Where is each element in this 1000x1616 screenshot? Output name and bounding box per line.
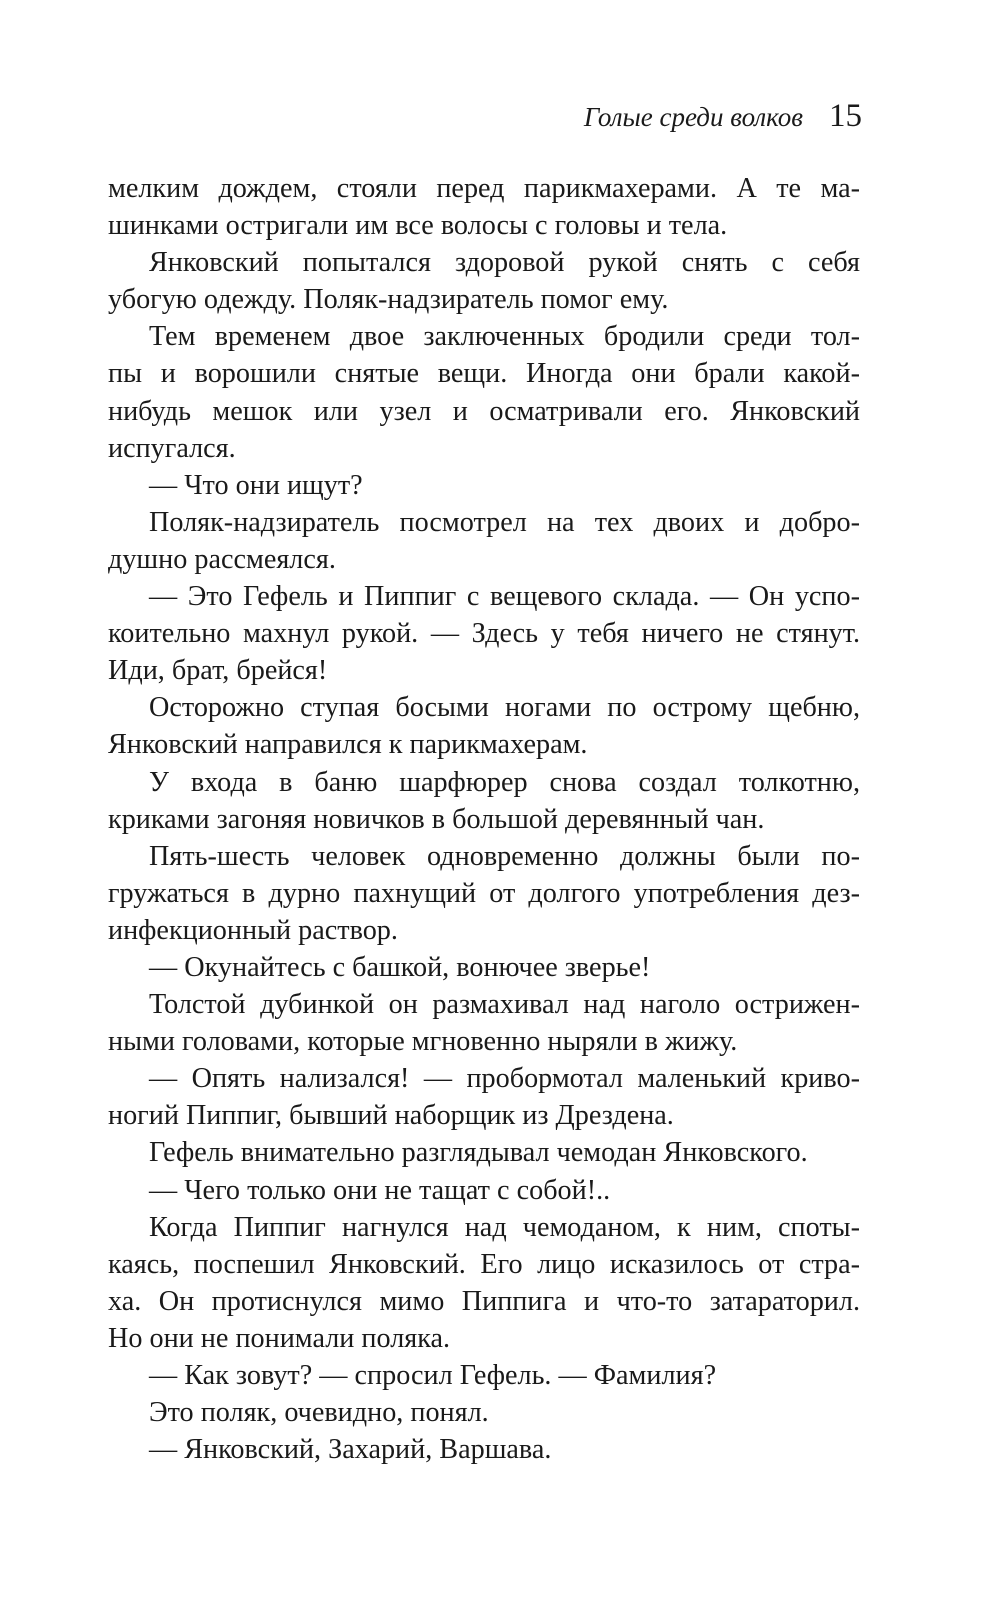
text-line: — Окунайтесь с башкой, вонючее зверье!	[149, 951, 651, 983]
text-line: — Чего только они не тащат с собой!..	[149, 1174, 611, 1206]
text-line: нибудь мешок или узел и осматривали его. Янковский	[108, 395, 860, 427]
text-line: ха. Он протиснулся мимо Пиппига и что-то затараторил.	[108, 1285, 860, 1317]
running-title: Голые среди волков	[583, 102, 803, 132]
text-line: Тем временем двое заключенных бродили среди тол-	[149, 321, 860, 353]
text-line: Это поляк, очевидно, понял.	[149, 1397, 489, 1429]
text-line: Пять-шесть человек одновременно должны были по-	[149, 840, 860, 872]
text-line: Толстой дубинкой он размахивал над наголо острижен-	[149, 989, 860, 1021]
text-line: коительно махнул рукой. — Здесь у тебя ничего не стянут.	[108, 618, 860, 650]
text-line: Когда Пиппиг нагнулся над чемоданом, к ним, споты-	[149, 1211, 860, 1243]
text-line: ногий Пиппиг, бывший наборщик из Дрездена.	[108, 1100, 674, 1132]
text-line: шинками остригали им все волосы с головы и тела.	[108, 210, 728, 242]
text-line: — Янковский, Захарий, Варшава.	[149, 1434, 552, 1466]
running-head	[584, 100, 862, 133]
text-line: Янковский попытался здоровой рукой снять с себя	[149, 247, 860, 279]
text-line: мелким дождем, стояли перед парикмахерами. А те ма-	[108, 173, 860, 204]
page-number: 15	[829, 98, 862, 134]
text-line: каясь, поспешил Янковский. Его лицо исказилось от стра-	[108, 1248, 860, 1280]
text-line: Янковский направился к парикмахерам.	[108, 729, 588, 761]
text-line: Но они не понимали поляка.	[108, 1322, 451, 1354]
text-line: убогую одежду. Поляк-надзиратель помог ему.	[108, 284, 669, 316]
text-line: — Как зовут? — спросил Гефель. — Фамилия?	[149, 1360, 717, 1391]
text-line: душно рассмеялся.	[108, 543, 336, 575]
text-line: криками загоняя новичков в большой деревянный чан.	[108, 803, 765, 835]
text-line: ными головами, которые мгновенно ныряли в жижу.	[108, 1026, 738, 1058]
text-line: пы и ворошили снятые вещи. Иногда они брали какой-	[108, 358, 860, 390]
text-line: инфекционный раствор.	[108, 914, 398, 946]
text-line: гружаться в дурно пахнущий от долгого употребления дез-	[108, 877, 860, 909]
text-line: Иди, брат, брейся!	[108, 655, 328, 687]
text-line: Осторожно ступая босыми ногами по острому щебню,	[149, 692, 860, 724]
text-line: Гефель внимательно разглядывал чемодан Янковского.	[149, 1137, 808, 1169]
text-line: Поляк-надзиратель посмотрел на тех двоих и добро-	[149, 506, 860, 538]
text-line: У входа в баню шарфюрер снова создал толкотню,	[149, 766, 860, 798]
text-line: — Это Гефель и Пиппиг с вещевого склада. — Он успо-	[149, 581, 860, 613]
text-line: — Что они ищут?	[149, 469, 363, 501]
text-line: — Опять нализался! — пробормотал маленький криво-	[149, 1063, 860, 1095]
body-text	[108, 170, 860, 1468]
text-line: испугался.	[108, 432, 236, 464]
